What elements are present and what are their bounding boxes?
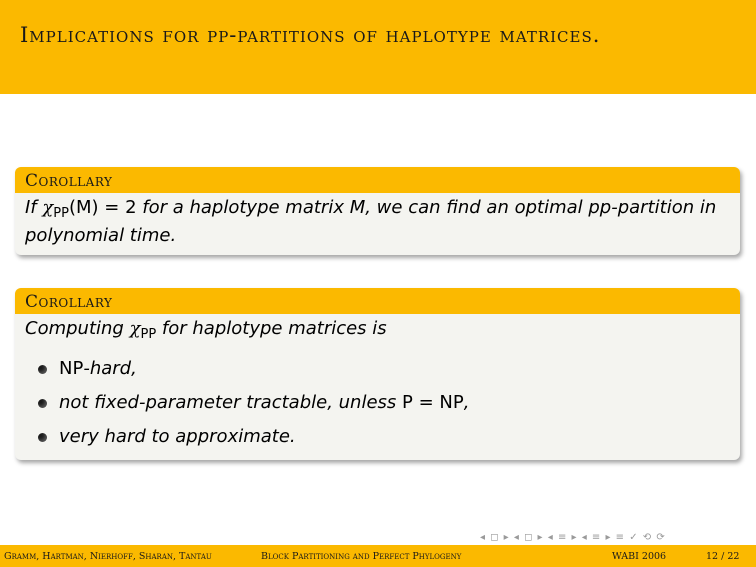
item-approx: very hard to approximate. (59, 426, 296, 447)
corollary-body-1 (15, 193, 740, 255)
footer-title: Block Partitioning and Perfect Phylogeny (261, 551, 462, 562)
chi-argument: (M) = 2 (68, 197, 137, 218)
chi-symbol-2: χ (129, 318, 141, 339)
chi-subscript: PP (53, 206, 69, 221)
footer-authors: Gramm, Hartman, Nierhoff, Sharan, Tantau (4, 551, 212, 562)
corollary-block-2 (15, 288, 740, 460)
corollary-heading-1: Corollary (15, 167, 740, 193)
slide-header (0, 0, 756, 94)
item-comma: , (463, 392, 470, 413)
bullet-icon (38, 433, 47, 442)
corollary2-intro-2: for haplotype matrices is (156, 318, 387, 339)
beamer-navigation[interactable]: ◂ ◻ ▸ ◂ ◻ ▸ ◂ ≡ ▸ ◂ ≡ ▸ ≡ ✓ ⟲ ⟳ (480, 532, 666, 543)
footer-page-number: 12 / 22 (706, 551, 740, 562)
matrix-var: M (349, 197, 366, 218)
corollary1-text-2: , we can find an optimal pp-partition in polynomial time. (25, 197, 717, 246)
bullet-icon (38, 365, 47, 374)
corollary-body-2 (15, 314, 740, 460)
list-item (25, 352, 730, 386)
chi-subscript-2: PP (140, 327, 157, 342)
list-item (25, 386, 730, 420)
corollary-block-1 (15, 167, 740, 255)
item-fpt-text: not fixed-parameter tractable, unless (59, 392, 403, 413)
corollary2-intro-1: Computing (25, 318, 130, 339)
property-list (25, 352, 730, 454)
item-p-np: P = NP (402, 392, 464, 413)
slide-title: Implications for pp-partitions of haplotype matrices. (20, 23, 601, 47)
corollary1-text-1: for a haplotype matrix (136, 197, 350, 218)
bullet-icon (38, 399, 47, 408)
item-hard: -hard, (83, 358, 137, 379)
corollary1-text-if: If (25, 197, 43, 218)
slide-footer (0, 545, 756, 567)
item-np: NP (59, 358, 84, 379)
list-item (25, 420, 730, 454)
corollary2-intro (25, 316, 730, 344)
chi-symbol: χ (42, 197, 54, 218)
corollary-heading-2: Corollary (15, 288, 740, 314)
footer-conference: WABI 2006 (612, 551, 667, 562)
